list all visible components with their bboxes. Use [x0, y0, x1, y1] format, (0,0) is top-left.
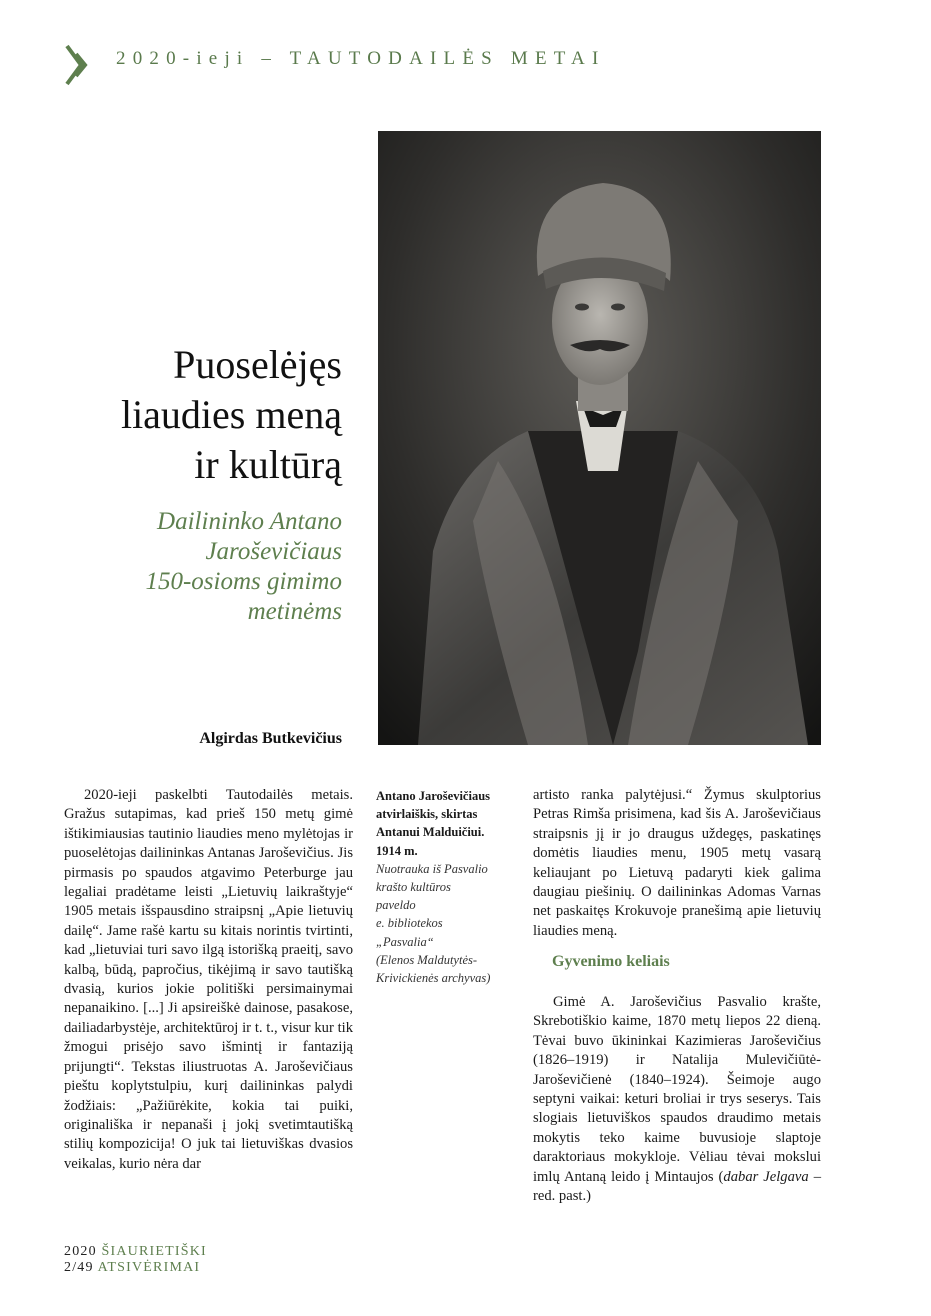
subtitle-line: Dailininko Antano	[157, 508, 342, 535]
caption-credit-line: krašto kultūros	[376, 880, 451, 895]
body-text: – red. past.)	[533, 1168, 821, 1205]
double-chevron-right-icon	[64, 44, 94, 86]
caption-bold-line: Antano Jaroševičiaus	[376, 789, 491, 803]
caption-credit-line: Nuotrauka iš Pasvalio	[376, 861, 488, 876]
title-line: Puoselėjęs	[173, 342, 342, 387]
body-column-3-bottom	[533, 993, 821, 1206]
footer-issue: 49	[77, 1260, 94, 1275]
article-title	[40, 340, 342, 490]
portrait-photo	[378, 131, 821, 745]
running-head: 2020-ieji – TAUTODAILĖS METAI	[116, 48, 606, 69]
footer-year: 2020	[64, 1244, 97, 1259]
caption-credit-line: „Pasvalia“	[376, 934, 434, 949]
footer-slash: /	[72, 1260, 78, 1275]
footer-magazine-line2: ATSIVĖRIMAI	[97, 1260, 201, 1275]
caption-bold-line: Antanui Malduičiui.	[376, 825, 485, 840]
subtitle-line: 150-osioms gimimo	[145, 568, 342, 595]
footer-magazine-line1: ŠIAURIETIŠKI	[101, 1244, 207, 1259]
body-text-italic: dabar Jelgava	[723, 1168, 809, 1185]
caption-credit-line: e. bibliotekos	[376, 916, 443, 931]
page-footer	[64, 1244, 207, 1276]
author-name: Algirdas Butkevičius	[199, 730, 342, 747]
body-paragraph: artisto ranka palytėjusi.“ Žymus skulptorius Petras Rimša prisimena, kad šis A. Jaroševičiaus straipsnis jį ir jo draugus uždegęs, paskatinęs domėtis liaudies menu, 1905 metų vasarą keliaujant po Lietuvą padaryti kiek galima daugiau piešinių. O dailininkas Adomas Varnas net paskaitęs Krokuvoje pranešimą apie lietuvių liaudies meną.	[533, 787, 821, 939]
caption-credit-line: (Elenos Maldutytės-	[376, 952, 478, 967]
caption-credit-line: Krivickienės archyvas)	[376, 971, 491, 986]
title-line: ir kultūrą	[194, 442, 342, 487]
subtitle-line: metinėms	[247, 598, 342, 625]
photo-caption	[376, 787, 514, 987]
section-heading: Gyvenimo keliais	[552, 953, 670, 970]
article-subtitle	[40, 507, 342, 627]
title-line: liaudies meną	[120, 392, 342, 437]
body-column-1	[64, 786, 353, 1174]
subtitle-line: Jaroševičiaus	[205, 538, 342, 565]
body-paragraph: 2020-ieji paskelbti Tautodailės metais. Gražus sutapimas, kad prieš 150 metų gimė ištikimiausias tautinio liaudies meno mylėtojas ir puoselėtojas dailininkas Antanas Jaroševičius. Jis pirmasis po spaudos atgavimo Peterburge jau legaliai pradėtame leisti „Lietuvių laikraštyje“ 1905 metais išspausdino straipsnį „Apie lietuvių dailę“. Jame rašė kartu su kitais norintis tvirtinti, kad „lietuviai turi savo ilgą istorišką praeitį, savo kalbą, būdą, papročius, tikėjimą ir savo tautišką dvasią, kurios jokie politiški persimainymai nepanaikino. [...] Ji apsireiškė dainose, pasakose, dailiadarbystėje, architektūroj ir t. t., visur kur tik žmogui prisėjo savo išmintį ir fantaziją prijungti“. Tekstas iliustruotas A. Jaroševičiaus pieštu koplytstulpiu, kurį dailininkas palydi žodžiais: „Pažiūrėkite, kokia tai puiki, originališka ir nepanaši į jokį svetimtautišką stilių kompozicija! O juk tai lietuviškas dvasios veikalas, kurio nėra dar	[64, 787, 353, 1172]
body-paragraph	[533, 993, 821, 1206]
footer-page: 2	[64, 1260, 73, 1275]
body-text: Gimė A. Jaroševičius Pasvalio krašte, Skrebotiškio kaime, 1870 metų liepos 22 dieną. Tėvai buvo ūkininkai Kazimieras Jaroševičius (1826–1919) ir Natalija Mulevičiūtė-Jaroševičienė (1840–1924). Šeimoje augo septyni vaikai: keturi broliai ir trys seserys. Tais slogiais lietuviškos spaudos draudimo metais mokytis teko kaime buvusioje slaptoje daraktoriaus mokykloje. Vėliau tėvai mokslui imlų Antaną leido į Mintaujos (	[533, 994, 821, 1185]
caption-bold-line: 1914 m.	[376, 843, 418, 858]
caption-credit-line: paveldo	[376, 898, 416, 913]
body-column-3-top	[533, 786, 821, 941]
caption-bold-line: atvirlaiškis, skirtas	[376, 807, 478, 822]
